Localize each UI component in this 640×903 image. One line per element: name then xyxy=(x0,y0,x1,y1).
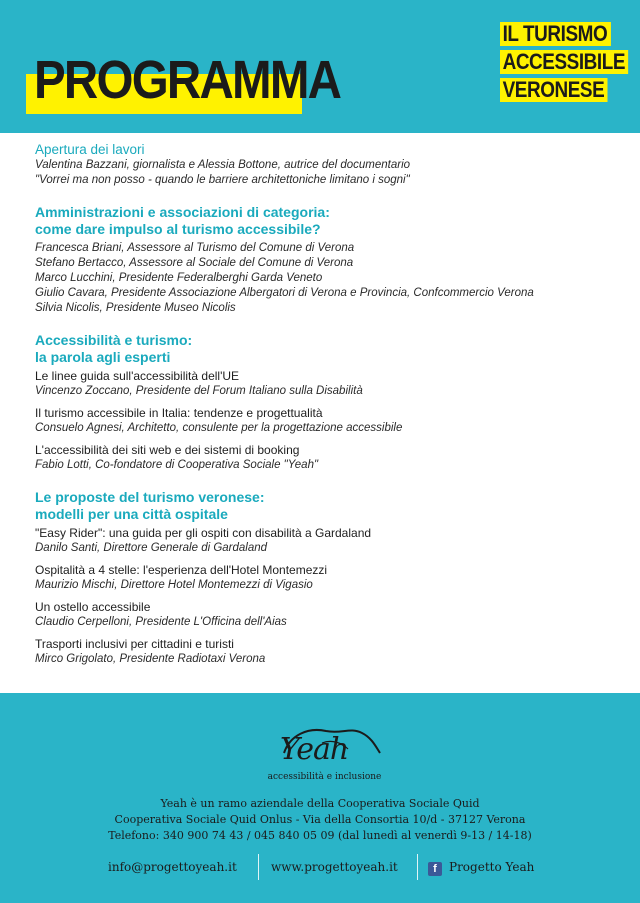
section-experts xyxy=(35,332,615,473)
section-title: Le proposte del turismo veronese: xyxy=(35,489,265,505)
talk-item xyxy=(35,369,615,399)
info-line: Cooperativa Sociale Quid Onlus - Via della Consortia 10/d - 37127 Verona xyxy=(114,813,526,826)
speaker-line: Marco Lucchini, Presidente Federalberghi Garda Veneto xyxy=(35,272,323,284)
talk-item xyxy=(35,526,615,556)
divider xyxy=(258,854,259,880)
tagline-line-2: ACCESSIBILE xyxy=(500,50,640,74)
speaker-line: Stefano Bertacco, Assessore al Sociale del Comune di Verona xyxy=(35,257,354,269)
talk-speaker: Vincenzo Zoccano, Presidente del Forum Italiano sulla Disabilità xyxy=(35,385,363,397)
talk-title: "Easy Rider": una guida per gli ospiti con disabilità a Gardaland xyxy=(35,526,372,540)
talk-item xyxy=(35,600,615,630)
talk-title: Un ostello accessibile xyxy=(35,600,151,614)
website-link[interactable]: www.progettoyeah.it xyxy=(271,860,398,874)
talk-speaker: Fabio Lotti, Co-fondatore di Cooperativa Sociale "Yeah" xyxy=(35,459,319,471)
organization-info xyxy=(0,796,640,844)
divider xyxy=(417,854,418,880)
talk-title: Il turismo accessibile in Italia: tendenze e progettualità xyxy=(35,406,323,420)
tagline-line-1: IL TURISMO xyxy=(500,22,629,46)
logo-subtitle: accessibilità e inclusione xyxy=(267,772,382,782)
talk-speaker: Danilo Santi, Direttore Generale di Gardaland xyxy=(35,542,268,554)
email-link[interactable]: info@progettoyeah.it xyxy=(108,860,237,874)
program-content xyxy=(35,142,615,667)
talk-title: L'accessibilità dei siti web e dei sistemi di booking xyxy=(35,443,300,457)
logo-wordmark: Yeah xyxy=(280,732,349,767)
talk-speaker: Consuelo Agnesi, Architetto, consulente per la progettazione accessibile xyxy=(35,422,403,434)
section-subtitle: la parola agli esperti xyxy=(35,349,171,365)
opening-block xyxy=(35,142,615,188)
talk-title: Ospitalità a 4 stelle: l'esperienza dell'Hotel Montemezzi xyxy=(35,563,328,577)
info-line: Telefono: 340 900 74 43 / 045 840 05 09 (dal lunedì al venerdì 9-13 / 14-18) xyxy=(108,829,532,842)
speaker-line: Francesca Briani, Assessore al Turismo del Comune di Verona xyxy=(35,242,355,254)
section-title: Accessibilità e turismo: xyxy=(35,332,193,348)
facebook-link[interactable]: Progetto Yeah xyxy=(449,860,535,874)
talk-item xyxy=(35,406,615,436)
section-subtitle: come dare impulso al turismo accessibile? xyxy=(35,221,321,237)
talk-speaker: Claudio Cerpelloni, Presidente L'Officina dell'Aias xyxy=(35,616,287,628)
section-proposals xyxy=(35,489,615,667)
talk-item xyxy=(35,443,615,473)
tagline-line-3: VERONESE xyxy=(500,78,625,102)
talk-item xyxy=(35,637,615,667)
facebook-icon[interactable]: f xyxy=(428,862,442,876)
section-administrations xyxy=(35,204,615,316)
talk-title: Le linee guida sull'accessibilità dell'UE xyxy=(35,369,240,383)
opening-speakers: Valentina Bazzani, giornalista e Alessia Bottone, autrice del documentario xyxy=(35,159,411,171)
opening-title: Apertura dei lavori xyxy=(35,142,145,157)
talk-speaker: Maurizio Mischi, Direttore Hotel Montemezzi di Vigasio xyxy=(35,579,313,591)
section-title: Amministrazioni e associazioni di categoria: xyxy=(35,204,330,220)
section-subtitle: modelli per una città ospitale xyxy=(35,506,228,522)
speaker-line: Silvia Nicolis, Presidente Museo Nicolis xyxy=(35,302,236,314)
speaker-line: Giulio Cavara, Presidente Associazione Albergatori di Verona e Provincia, Confcommercio Verona xyxy=(35,287,534,299)
talk-item xyxy=(35,563,615,593)
talk-title: Trasporti inclusivi per cittadini e turisti xyxy=(35,637,234,651)
page-title: PROGRAMMA xyxy=(34,50,341,110)
talk-speaker: Mirco Grigolato, Presidente Radiotaxi Verona xyxy=(35,653,266,665)
opening-documentary: "Vorrei ma non posso - quando le barriere architettoniche limitano i sogni" xyxy=(35,174,410,186)
info-line: Yeah è un ramo aziendale della Cooperativa Sociale Quid xyxy=(160,797,480,810)
